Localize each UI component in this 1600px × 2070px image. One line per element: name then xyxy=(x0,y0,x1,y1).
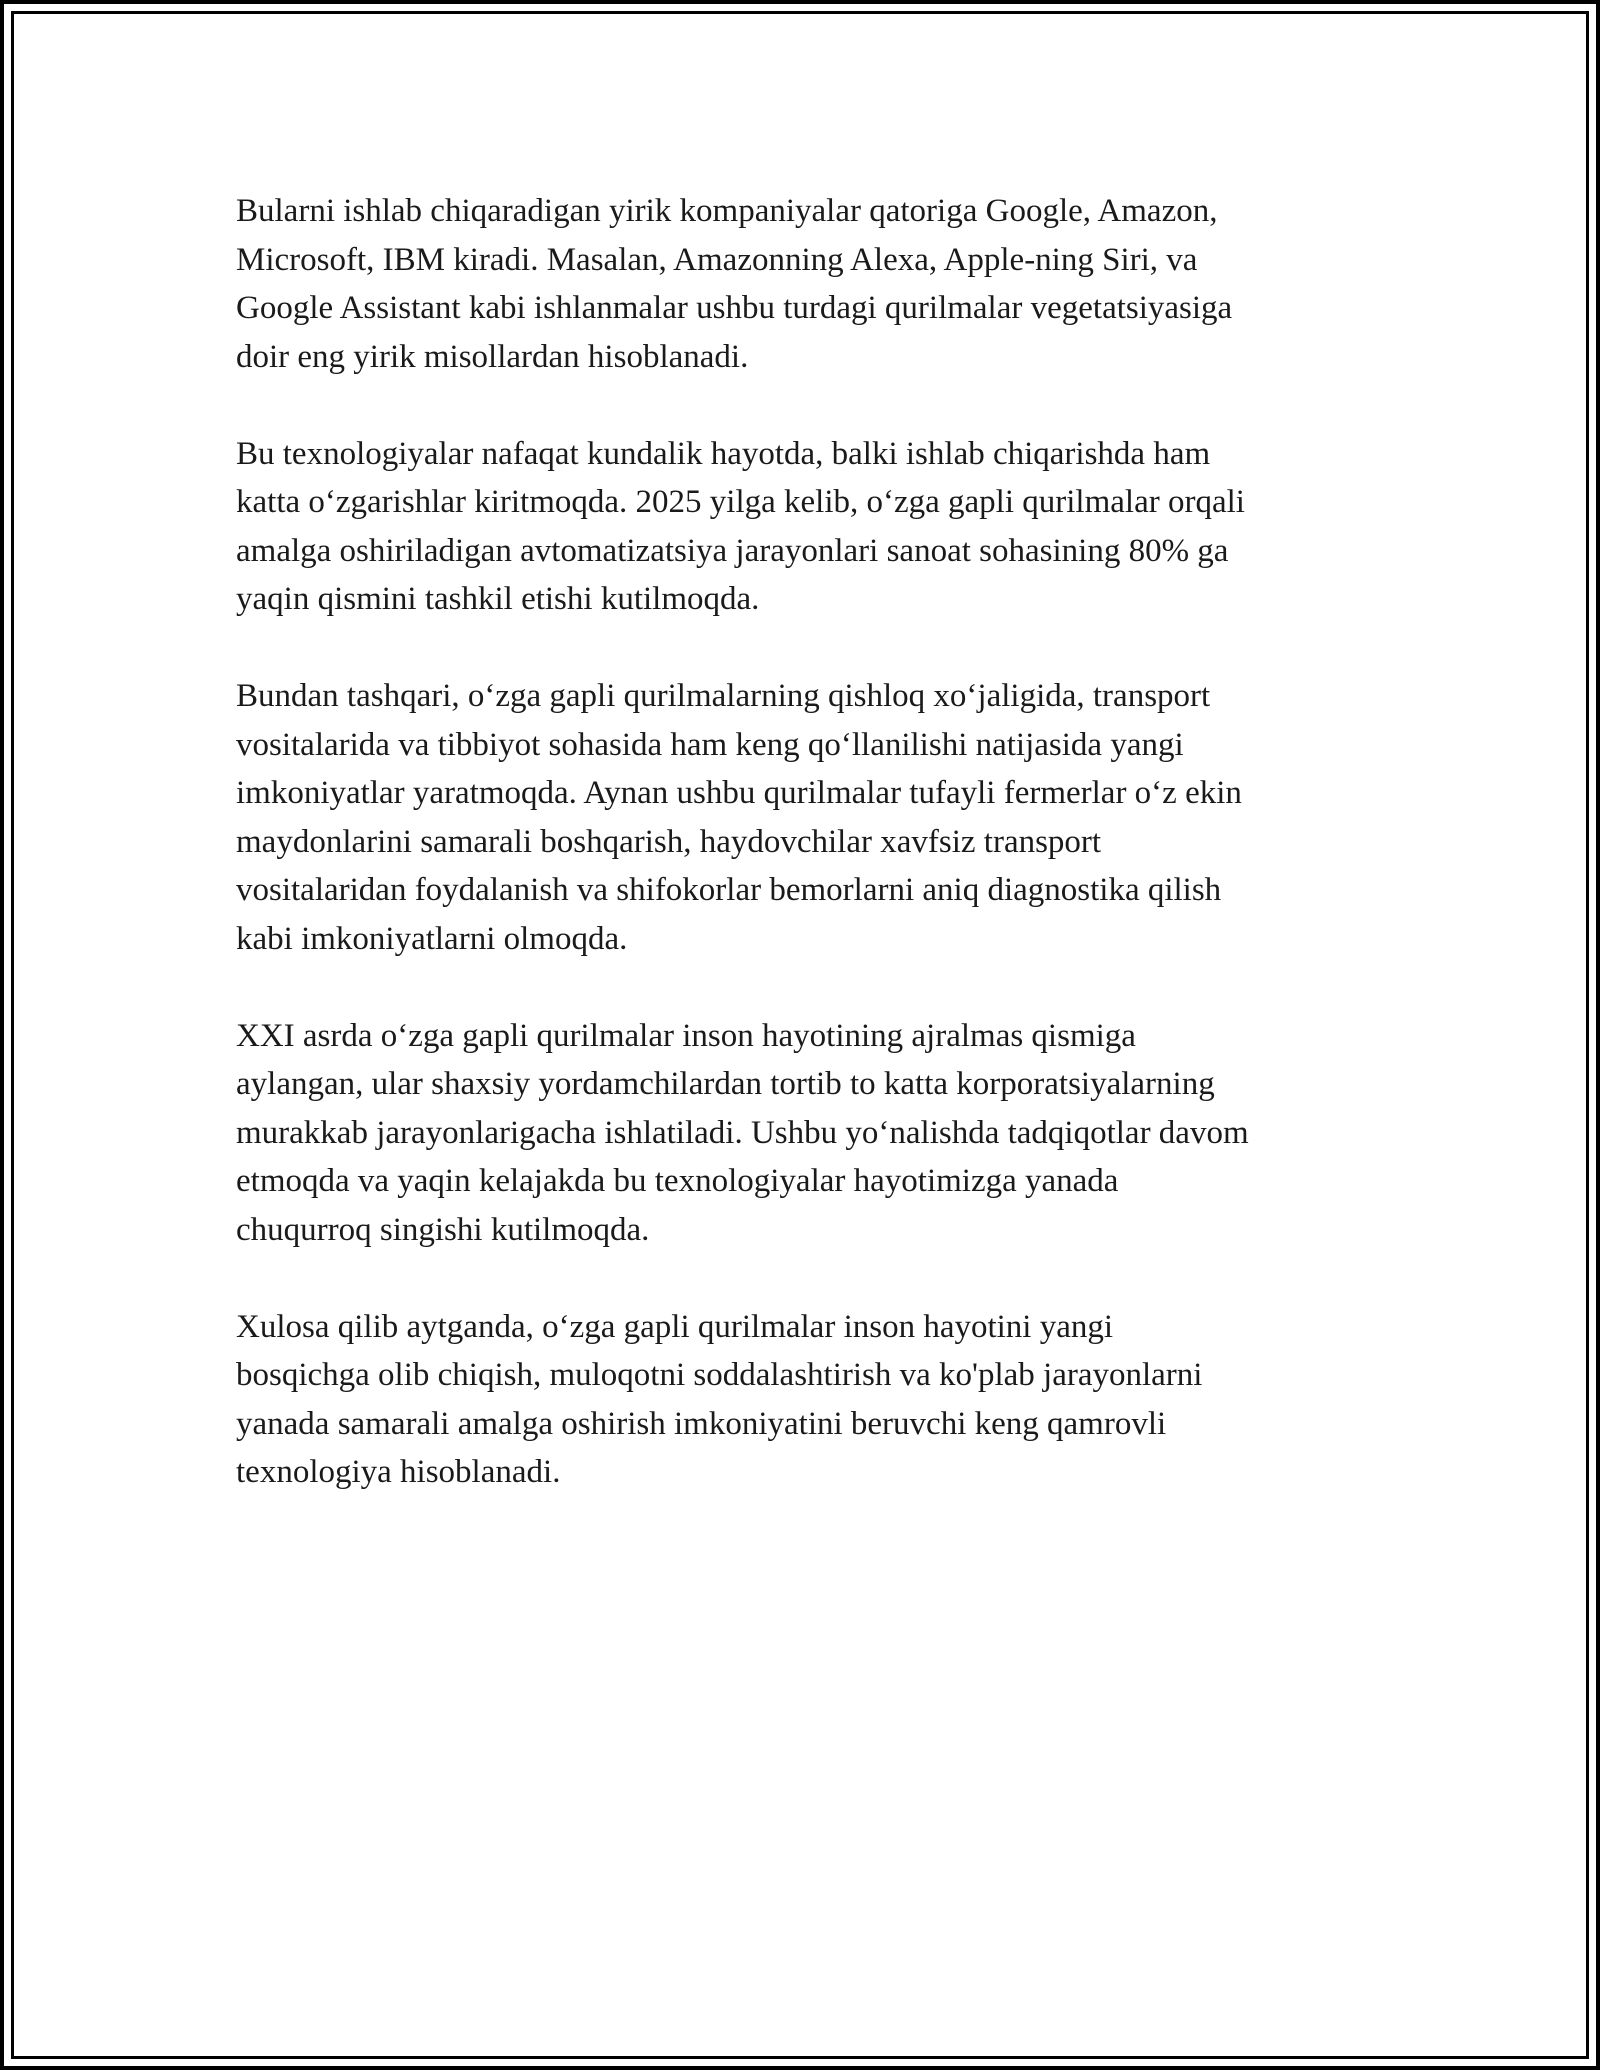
paragraph-production: Bu texnologiyalar nafaqat kundalik hayotda, balki ishlab chiqarishda ham katta o‘zgarishlar kiritmoqda. 2025 yilga kelib, o‘zga gapli qurilmalar orqali amalga oshiriladigan avtomatizatsiya jarayonlari sanoat sohasining 80% ga yaqin qismini tashkil etishi kutilmoqda. xyxy=(236,435,1245,617)
paragraph-companies: Bularni ishlab chiqaradigan yirik kompaniyalar qatoriga Google, Amazon, Microsoft, IBM kiradi. Masalan, Amazonning Alexa, Apple-ning Siri, va Google Assistant kabi ishlanmalar ushbu turdagi qurilmalar vegetatsiyasiga doir eng yirik misollardan hisoblanadi. xyxy=(236,193,1233,375)
paragraph-21st-century: XXI asrda o‘zga gapli qurilmalar inson hayotining ajralmas qismiga aylangan, ular shaxsiy yordamchilardan tortib to katta korporatsiyalarning murakkab jarayonlarigacha ishlatiladi. Ushbu yo‘nalishda tadqiqotlar davom etmoqda va yaqin kelajakda bu texnologiyalar hayotimizga yanada chuqurroq singishi kutilmoqda. xyxy=(236,1017,1249,1248)
document-body xyxy=(236,187,1376,1545)
paragraph-conclusion: Xulosa qilib aytganda, o‘zga gapli qurilmalar inson hayotini yangi bosqichga olib chiqish, muloqotni soddalashtirish va ko'plab jarayonlarni yanada samarali amalga oshirish imkoniyatini beruvchi keng qamrovli texnologiya hisoblanadi. xyxy=(236,1308,1203,1490)
paragraph-applications: Bundan tashqari, o‘zga gapli qurilmalarning qishloq xo‘jaligida, transport vositalarida va tibbiyot sohasida ham keng qo‘llanilishi natijasida yangi imkoniyatlar yaratmoqda. Aynan ushbu qurilmalar tufayli fermerlar o‘z ekin maydonlarini samarali boshqarish, haydovchilar xavfsiz transport vositalaridan foydalanish va shifokorlar bemorlarni aniq diagnostika qilish kabi imkoniyatlarni olmoqda. xyxy=(236,678,1242,957)
